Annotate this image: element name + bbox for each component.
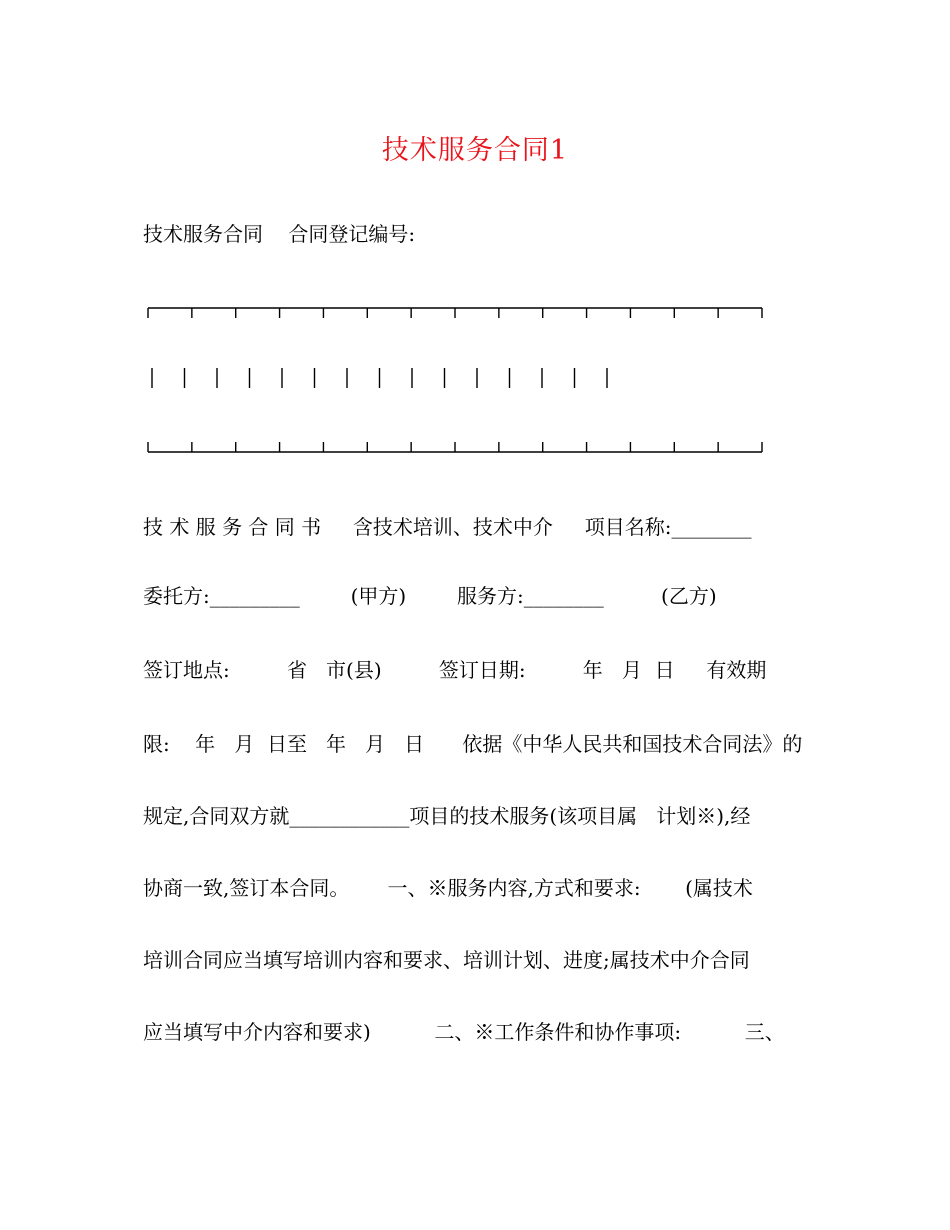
body-line-8: 应当填写中介内容和要求) 二、※工作条件和协作事项: 三、 [143, 1020, 785, 1044]
registration-number-box [145, 296, 765, 456]
header-line: 技术服务合同 合同登记编号: [143, 222, 416, 246]
body-line-3: 签订地点: 省 市(县) 签订日期: 年 月 日 有效期 [143, 658, 767, 682]
body-line-6: 协商一致,签订本合同。 一、※服务内容,方式和要求: (属技术 [143, 876, 753, 900]
body-line-2: 委托方:_________ (甲方) 服务方:________ (乙方) [143, 584, 717, 608]
document-title: 技术服务合同1 [381, 135, 569, 166]
body-line-1: 技 术 服 务 合 同 书 含技术培训、技术中介 项目名称:________ [143, 515, 752, 539]
body-line-7: 培训合同应当填写培训内容和要求、培训计划、进度;属技术中介合同 [143, 948, 750, 972]
body-line-4: 限: 年 月 日至 年 月 日 依据《中华人民共和国技术合同法》的 [143, 732, 803, 756]
body-line-5: 规定,合同双方就____________项目的技术服务(该项目属 计划※),经 [143, 804, 751, 828]
